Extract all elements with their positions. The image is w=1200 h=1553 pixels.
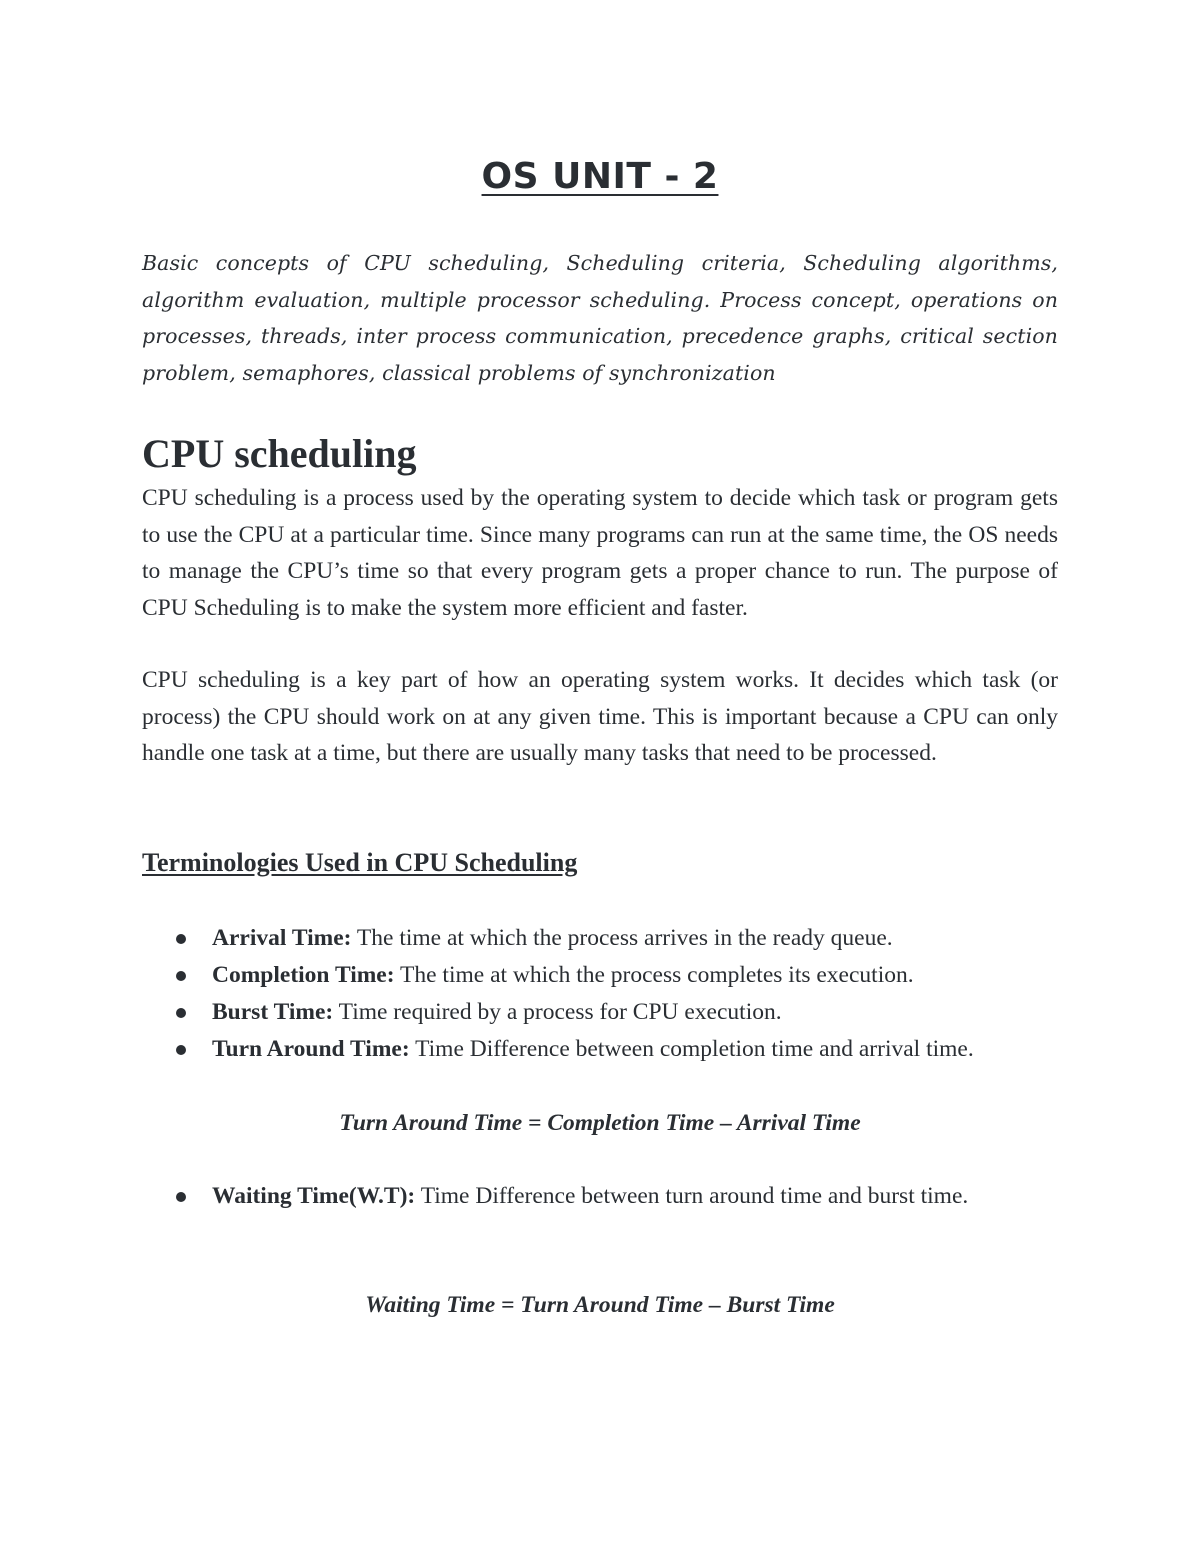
bullet-icon [176,934,186,944]
syllabus-text: Basic concepts of CPU scheduling, Scheduling criteria, Scheduling algorithms, algorithm evaluation, multiple processor scheduling. Process concept, operations on processes, threads, inter process communication, precedence graphs, critical section problem, semaphores, classical problems of synchronization [142,251,1058,385]
term-description: The time at which the process arrives in the ready queue. [351,925,893,951]
section-heading: CPU scheduling [142,431,417,476]
term-description: Time Difference between completion time and arrival time. [409,1036,974,1062]
term-label: Completion Time: [212,962,395,988]
paragraph-1: CPU scheduling is a process used by the operating system to decide which task or program gets to use the CPU at a particular time. Since many programs can run at the same time, the OS needs to manage the CPU’s time so that every program gets a proper chance to run. The purpose of CPU Scheduling is to make the system more efficient and faster. [142,485,1058,621]
term-label: Arrival Time: [212,925,352,951]
document-title-text: OS UNIT - 2 [481,156,719,197]
bullet-icon [176,1008,186,1018]
term-label: Turn Around Time: [212,1036,410,1062]
list-item-turn-around-time [142,1031,1058,1068]
terminologies-list [142,920,1058,1068]
term-label: Burst Time: [212,999,334,1025]
term-label: Waiting Time(W.T): [212,1183,416,1209]
list-item-waiting-time [142,1178,1058,1215]
list-item-arrival-time [142,920,1058,957]
term-description: Time required by a process for CPU execution. [333,999,782,1025]
bullet-icon [176,1045,186,1055]
bullet-icon [176,971,186,981]
formula-turn-around-time: Turn Around Time = Completion Time – Arrival Time [339,1110,861,1136]
bullet-icon [176,1192,186,1202]
term-description: Time Difference between turn around time and burst time. [415,1183,969,1209]
paragraph-2: CPU scheduling is a key part of how an operating system works. It decides which task (or process) the CPU should work on at any given time. This is important because a CPU can only handle one task at a time, but there are usually many tasks that need to be processed. [142,667,1058,766]
formula-waiting-time: Waiting Time = Turn Around Time – Burst Time [365,1292,835,1318]
list-item-completion-time [142,957,1058,994]
list-item-burst-time [142,994,1058,1031]
terminologies-heading: Terminologies Used in CPU Scheduling [142,848,578,877]
waiting-time-list [142,1178,1058,1215]
document-title [142,152,1058,202]
term-description: The time at which the process completes its execution. [394,962,914,988]
